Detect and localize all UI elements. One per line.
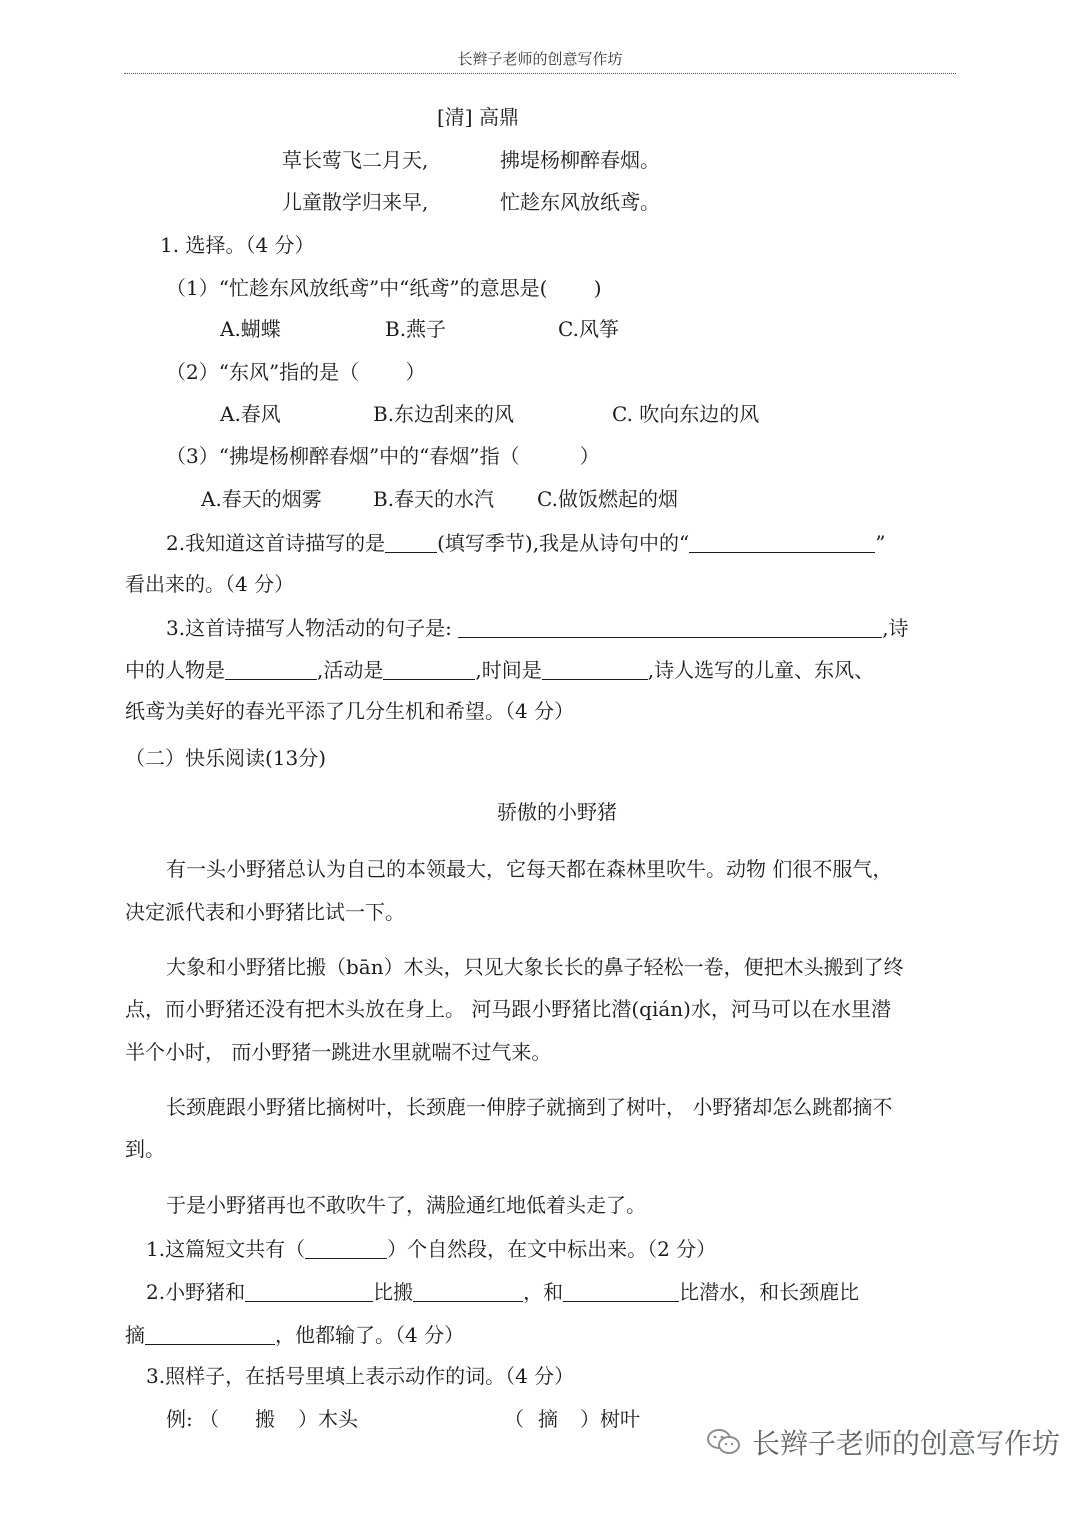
- time-blank[interactable]: [542, 659, 648, 680]
- paragraph-2-line3: 半个小时， 而小野猪一跳进水里就喘不过气来。: [125, 1040, 552, 1064]
- paragraph-1-line2: 决定派代表和小野猪比试一下。: [125, 900, 405, 924]
- option-b: B.燕子: [385, 317, 447, 341]
- paragraph-3: 长颈鹿跟小野猪比摘树叶，长颈鹿一伸脖子就摘到了树叶， 小野猪却怎么跳都摘不: [166, 1095, 893, 1119]
- paragraph-2-line2: 点，而小野猪还没有把木头放在身上。 河马跟小野猪比潜(qián)水，河马可以在水里潜: [125, 997, 891, 1021]
- option-a: A.春天的烟雾: [201, 487, 322, 511]
- example2-open: （: [504, 1407, 524, 1431]
- question-3: 3.这首诗描写人物活动的句子是: ,诗: [166, 616, 909, 640]
- page-header: 长辫子老师的创意写作坊: [457, 50, 623, 68]
- question-1: 1. 选择。（4 分）: [160, 233, 315, 257]
- reading-question-2: 2.小野猪和 比搬 ，和 比潜水，和长颈鹿比: [146, 1280, 860, 1304]
- question-3-line3: 纸鸢为美好的春光平添了几分生机和希望。（4 分）: [125, 699, 575, 723]
- option-b: B.东边刮来的风: [373, 402, 515, 426]
- watermark: [706, 1422, 1060, 1462]
- question-3-line2: 中的人物是 ,活动是 ,时间是 ,诗人选写的儿童、东风、: [125, 658, 875, 682]
- wechat-icon: [706, 1427, 742, 1457]
- header-rule: [124, 73, 956, 74]
- option-a: A.春风: [220, 402, 281, 426]
- option-a: A.蝴蝶: [220, 317, 281, 341]
- example2-word: 摘: [538, 1407, 558, 1431]
- poem-line1a: 草长莺飞二月天,: [282, 148, 429, 172]
- reading-question-3: 3.照样子，在括号里填上表示动作的词。（4 分）: [146, 1364, 575, 1388]
- question-1-2: （2）“东风”指的是（ ）: [166, 360, 426, 384]
- example-label: 例: （: [166, 1407, 220, 1431]
- option-c: C.风筝: [558, 317, 619, 341]
- watermark-text: 长辫子老师的创意写作坊: [752, 1427, 1061, 1460]
- person-blank[interactable]: [225, 659, 317, 680]
- poem-line2b: 忙趁东风放纸鸢。: [500, 190, 660, 214]
- option-b: B.春天的水汽: [373, 487, 495, 511]
- animal-blank-2[interactable]: [563, 1281, 679, 1302]
- activity-blank[interactable]: [383, 659, 475, 680]
- paragraph-1: 有一头小野猪总认为自己的本领最大，它每天都在森林里吹牛。动物 们很不服气，: [166, 857, 893, 881]
- option-c: C. 吹向东边的风: [612, 402, 760, 426]
- paragraph-2: 大象和小野猪比搬（bān）木头，只见大象长长的鼻子轻松一卷，便把木头搬到了终: [166, 955, 904, 979]
- example-object: ）木头: [298, 1407, 358, 1431]
- example-word: 搬: [255, 1407, 275, 1431]
- reading-question-2-line2: 摘 ，他都输了。（4 分）: [125, 1323, 465, 1347]
- animal-blank-1[interactable]: [245, 1281, 373, 1302]
- poem-line2a: 儿童散学归来早,: [282, 190, 429, 214]
- verse-blank[interactable]: [689, 532, 875, 553]
- paragraph-3-line2: 到。: [125, 1137, 165, 1161]
- reading-question-1: 1.这篇短文共有（ ）个自然段，在文中标出来。（2 分）: [146, 1237, 717, 1261]
- question-1-3: （3）“拂堤杨柳醉春烟”中的“春烟”指（ ）: [166, 444, 600, 468]
- question-1-1: （1）“忙趁东风放纸鸢”中“纸鸢”的意思是( ): [166, 276, 602, 300]
- poem-author: [清] 高鼎: [437, 105, 519, 129]
- option-c: C.做饭燃起的烟: [537, 487, 678, 511]
- section-heading: （二）快乐阅读(13分): [125, 746, 327, 770]
- question-2-line2: 看出来的。（4 分）: [125, 572, 295, 596]
- sentence-blank[interactable]: [458, 617, 882, 638]
- example2-object: ）树叶: [580, 1407, 640, 1431]
- paragraph-count-blank[interactable]: [305, 1238, 387, 1259]
- question-2: 2.我知道这首诗描写的是 (填写季节),我是从诗句中的“ ”: [166, 531, 886, 555]
- poem-line1b: 拂堤杨柳醉春烟。: [500, 148, 660, 172]
- object-blank[interactable]: [413, 1281, 523, 1302]
- item-blank[interactable]: [145, 1324, 275, 1345]
- season-blank[interactable]: [385, 532, 437, 553]
- paragraph-4: 于是小野猪再也不敢吹牛了，满脸通红地低着头走了。: [166, 1193, 646, 1217]
- story-title: 骄傲的小野猪: [497, 800, 617, 824]
